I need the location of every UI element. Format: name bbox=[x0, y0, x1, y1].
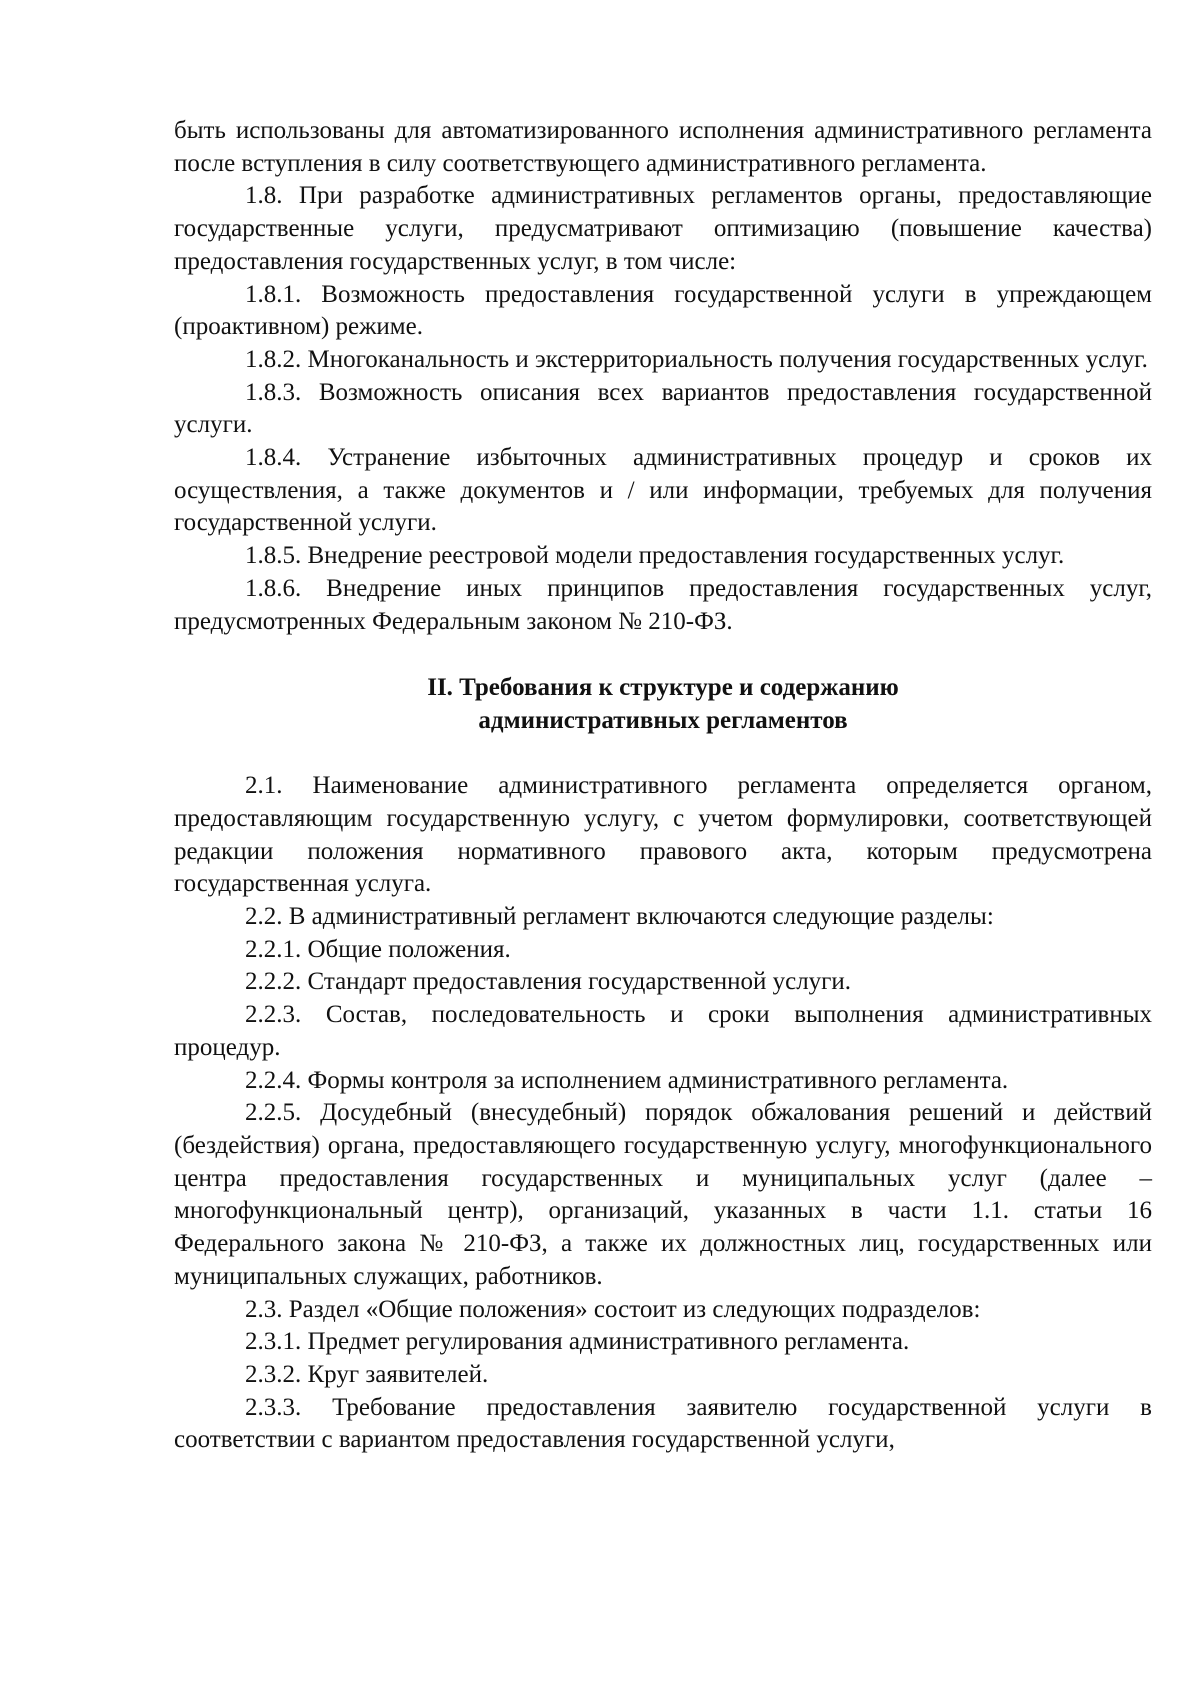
spacer bbox=[174, 638, 1152, 671]
paragraph-2-3: 2.3. Раздел «Общие положения» состоит из следующих подразделов: bbox=[245, 1295, 981, 1323]
paragraph-1-8-2: 1.8.2. Многоканальность и экстерриториальность получения государственных услуг. bbox=[245, 345, 1148, 373]
paragraph-2-2-3: 2.2.3. Состав, последовательность и сроки выполнения административных процедур. bbox=[174, 1001, 1152, 1061]
paragraph-continuation: быть использованы для автоматизированного исполнения административного регламента после вступления в силу соответствующего административного регламента. bbox=[174, 117, 1152, 177]
document-page bbox=[174, 115, 1152, 1457]
paragraph-2-3-3: 2.3.3. Требование предоставления заявителю государственной услуги в соответствии с вариантом предоставления государственной услуги, bbox=[174, 1393, 1152, 1454]
paragraph-1-8-4: 1.8.4. Устранение избыточных административных процедур и сроков их осуществления, а также документов и / или информации, требуемых для получения государственной услуги. bbox=[174, 444, 1152, 537]
paragraph-2-1: 2.1. Наименование административного регламента определяется органом, предоставляющим государственную услугу, с учетом формулировки, соответствующей редакции положения нормативного правового акта, которым предусмотрена государственная услуга. bbox=[174, 772, 1152, 898]
paragraph-1-8-1: 1.8.1. Возможность предоставления государственной услуги в упреждающем (проактивном) режиме. bbox=[174, 280, 1152, 341]
paragraph-1-8-6: 1.8.6. Внедрение иных принципов предоставления государственных услуг, предусмотренных Федеральным законом № 210-ФЗ. bbox=[174, 574, 1152, 635]
paragraph-2-2: 2.2. В административный регламент включаются следующие разделы: bbox=[245, 903, 994, 931]
paragraph-2-2-4: 2.2.4. Формы контроля за исполнением административного регламента. bbox=[245, 1066, 1009, 1094]
paragraph-1-8-3: 1.8.3. Возможность описания всех вариантов предоставления государственной услуги. bbox=[174, 378, 1152, 439]
spacer bbox=[174, 737, 1152, 770]
paragraph-2-2-2: 2.2.2. Стандарт предоставления государственной услуги. bbox=[245, 968, 852, 996]
section-heading-line-2: административных регламентов bbox=[478, 707, 848, 735]
paragraph-1-8-5: 1.8.5. Внедрение реестровой модели предоставления государственных услуг. bbox=[245, 542, 1065, 570]
paragraph-1-8: 1.8. При разработке административных регламентов органы, предоставляющие государственные услуги, предусматривают оптимизацию (повышение качества) предоставления государственных услуг, в том числе: bbox=[174, 182, 1152, 275]
paragraph-2-3-2: 2.3.2. Круг заявителей. bbox=[245, 1360, 489, 1388]
paragraph-2-2-1: 2.2.1. Общие положения. bbox=[245, 935, 511, 963]
section-heading-line-1: II. Требования к структуре и содержанию bbox=[427, 674, 899, 702]
paragraph-2-3-1: 2.3.1. Предмет регулирования административного регламента. bbox=[245, 1328, 910, 1356]
paragraph-2-2-5: 2.2.5. Досудебный (внесудебный) порядок обжалования решений и действий (бездействия) органа, предоставляющего государственную услугу, многофункционального центра предоставления государственных и муниципальных услуг (далее – многофункциональный центр), организаций, указанных в части 1.1. статьи 16 Федерального закона № 210-ФЗ, а также их должностных лиц, государственных или муниципальных служащих, работников. bbox=[174, 1099, 1152, 1290]
